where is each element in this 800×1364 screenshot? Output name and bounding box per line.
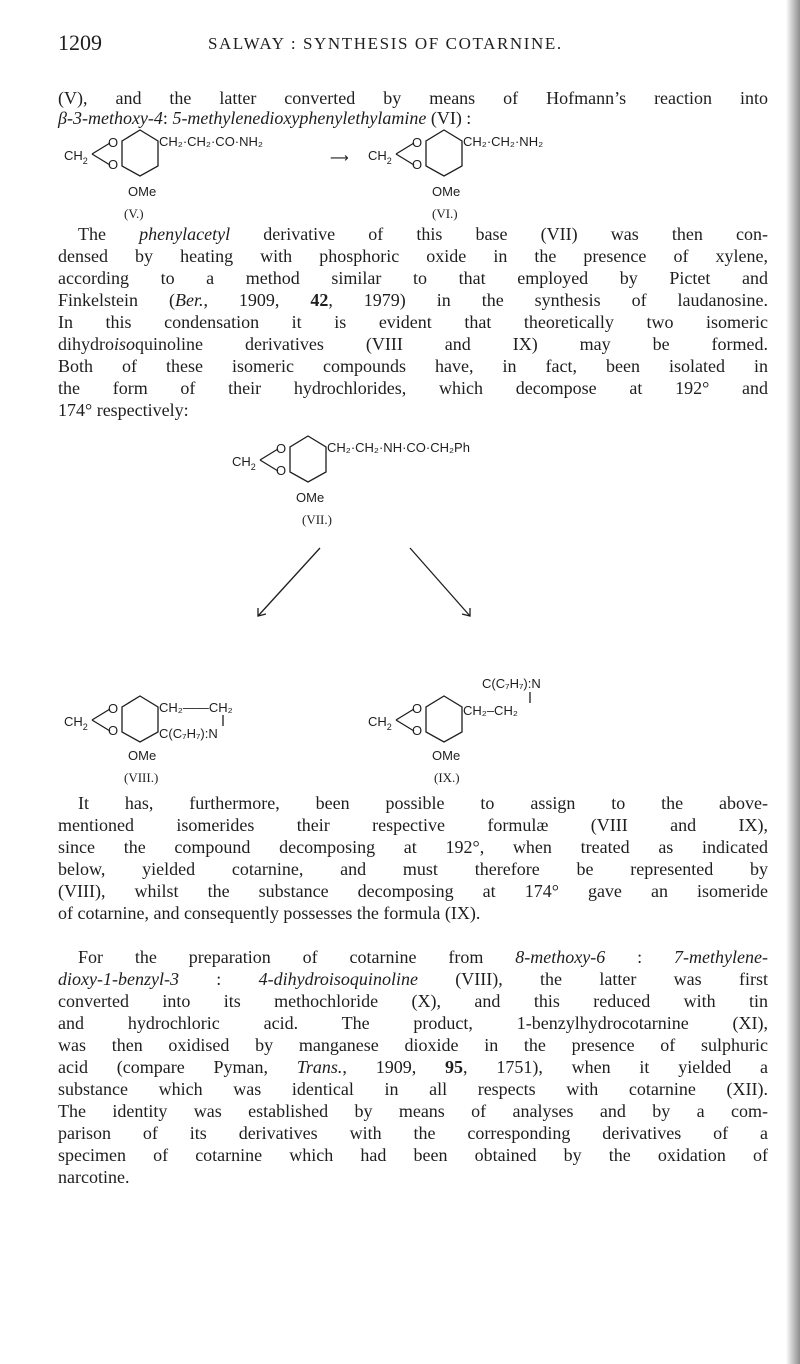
paragraph-1-body xyxy=(58,246,768,420)
svg-text:(VIII.): (VIII.) xyxy=(124,770,159,785)
intro-paragraph xyxy=(58,88,768,128)
formula-ref: (VI) : xyxy=(426,108,472,128)
text-line: converted into its methochloride (X), and this reduced with tin xyxy=(58,991,768,1011)
svg-text:OMe: OMe xyxy=(432,184,461,199)
text-line: substance which was identical in all respects with cotarnine (XII). xyxy=(58,1079,768,1099)
svg-text:OMe: OMe xyxy=(128,748,157,763)
text-line: since the compound decomposing at 192°, when treated as indicated xyxy=(58,837,768,857)
compound-name: 7-methylene- xyxy=(674,947,768,967)
svg-text:O: O xyxy=(108,135,119,150)
structure-viii xyxy=(64,696,233,785)
text-line: and hydrochloric acid. The product, 1-benzylhydrocotarnine (XI), xyxy=(58,1013,768,1033)
svg-text:O: O xyxy=(108,157,119,172)
text-line: parison of its derivatives with the corresponding derivatives of a xyxy=(58,1123,768,1143)
svg-text:OMe: OMe xyxy=(432,748,461,763)
svg-text:CH2: $CH_2$ xyxy=(368,714,392,732)
text-line: (V), and the latter converted by means of Hofmann’s reaction into xyxy=(58,88,768,108)
svg-text:(VII.): (VII.) xyxy=(302,512,332,527)
svg-text:CH2: $CH_2$ xyxy=(64,714,88,732)
structure-ix xyxy=(368,676,541,785)
svg-text:O: O xyxy=(412,723,423,738)
italic-term: phenylacetyl xyxy=(139,224,231,244)
page-edge-shadow xyxy=(786,0,800,1364)
compound-name: 4-dihydroisoquinoline xyxy=(258,969,418,989)
paragraph-2-body xyxy=(58,815,768,923)
journal-ref: Trans. xyxy=(296,1057,343,1077)
reaction-arrow: ⟶ xyxy=(330,150,349,165)
scheme-vii-viii-ix xyxy=(58,420,768,850)
paragraph-2 xyxy=(58,793,768,813)
text-line: according to a method similar to that employed by Pictet and xyxy=(58,268,768,288)
svg-text:OMe: OMe xyxy=(128,184,157,199)
structure-v xyxy=(64,130,263,221)
text-line: The phenylacetyl derivative of this base (VII) was then con- xyxy=(78,224,768,244)
svg-text:O: O xyxy=(412,701,423,716)
text-line: narcotine. xyxy=(58,1167,130,1187)
page-number: 1209 xyxy=(58,30,102,55)
italic-prefix: iso xyxy=(114,334,136,354)
paragraph-3-body xyxy=(58,969,768,1187)
text-line: densed by heating with phosphoric oxide in the presence of xylene, xyxy=(58,246,768,266)
svg-text:CH2: $CH_2$ xyxy=(232,454,256,472)
svg-text:CH2: $CH_2$ xyxy=(64,148,88,166)
text-line: the form of their hydrochlorides, which decompose at 192° and xyxy=(58,378,768,398)
svg-text:C(C₇H₇):N: C(C₇H₇):N xyxy=(159,726,218,741)
svg-text:O: O xyxy=(412,157,423,172)
svg-text:CH₂——CH₂: CH₂——CH₂ xyxy=(159,700,233,715)
text-line: For the preparation of cotarnine from 8-methoxy-6 : 7-methylene- xyxy=(78,947,768,967)
text-line: acid (compare Pyman, Trans., 1909, 95, 1751), when it yielded a xyxy=(58,1057,769,1077)
compound-name: β-3-methoxy-4 xyxy=(58,108,163,128)
text-line: dihydroisoquinoline derivatives (VIII and IX) may be formed. xyxy=(58,334,768,354)
paragraph-3 xyxy=(58,947,768,967)
text-line: (VIII), whilst the substance decomposing at 174° gave an isomeride xyxy=(58,881,768,901)
svg-text:O: O xyxy=(412,135,423,150)
compound-name: dioxy-1-benzyl-3 xyxy=(58,969,179,989)
text-line: It has, furthermore, been possible to assign to the above- xyxy=(78,793,768,813)
svg-text:CH₂·CH₂·NH·CO·CH₂Ph: CH₂·CH₂·NH·CO·CH₂Ph xyxy=(327,440,470,455)
volume-ref: 95 xyxy=(445,1057,464,1077)
svg-text:O: O xyxy=(108,723,119,738)
separator: : xyxy=(162,108,173,128)
diverging-arrows xyxy=(258,548,470,616)
text-line: dioxy-1-benzyl-3 : 4-dihydroisoquinoline (VIII), the latter was first xyxy=(58,969,768,989)
text-line: was then oxidised by manganese dioxide in the presence of sulphuric xyxy=(58,1035,768,1055)
text-line: Both of these isomeric compounds have, in fact, been isolated in xyxy=(58,356,768,376)
page-header xyxy=(58,30,758,60)
svg-text:O: O xyxy=(108,701,119,716)
svg-text:O: O xyxy=(276,441,287,456)
text-line: mentioned isomerides their respective formulæ (VIII and IX), xyxy=(58,815,768,835)
structure-vii xyxy=(232,436,470,527)
svg-text:(V.): (V.) xyxy=(124,206,144,221)
volume-ref: 42 xyxy=(310,290,329,310)
running-title: SALWAY : SYNTHESIS OF COTARNINE. xyxy=(208,34,563,53)
svg-text:CH₂·CH₂·NH₂: CH₂·CH₂·NH₂ xyxy=(463,134,544,149)
compound-name: 5-methylenedioxyphenylethylamine xyxy=(172,108,427,128)
text-line: of cotarnine, and consequently possesses the formula (IX). xyxy=(58,903,481,923)
compound-name: 8-methoxy-6 xyxy=(515,947,606,967)
svg-text:(IX.): (IX.) xyxy=(434,770,460,785)
svg-text:C(C₇H₇):N: C(C₇H₇):N xyxy=(482,676,541,691)
structure-vi xyxy=(368,130,543,221)
text-line: 174° respectively: xyxy=(58,400,189,420)
svg-text:CH₂–CH₂: CH₂–CH₂ xyxy=(463,703,518,718)
text-line: below, yielded cotarnine, and must therefore be represented by xyxy=(58,859,768,879)
svg-text:OMe: OMe xyxy=(296,490,325,505)
journal-ref: Ber. xyxy=(174,290,204,310)
svg-text:(VI.): (VI.) xyxy=(432,206,458,221)
text-line: In this condensation it is evident that theoretically two isomeric xyxy=(58,312,768,332)
text-line: The identity was established by means of analyses and by a com- xyxy=(58,1101,768,1121)
svg-text:CH₂·CH₂·CO·NH₂: CH₂·CH₂·CO·NH₂ xyxy=(159,134,263,149)
text-line: Finkelstein (Ber., 1909, 42, 1979) in the synthesis of laudanosine. xyxy=(58,290,769,310)
svg-text:CH2: $CH_2$ xyxy=(368,148,392,166)
paragraph-1 xyxy=(58,224,768,244)
text-line: specimen of cotarnine which had been obtained by the oxidation of xyxy=(58,1145,768,1165)
svg-text:O: O xyxy=(276,463,287,478)
